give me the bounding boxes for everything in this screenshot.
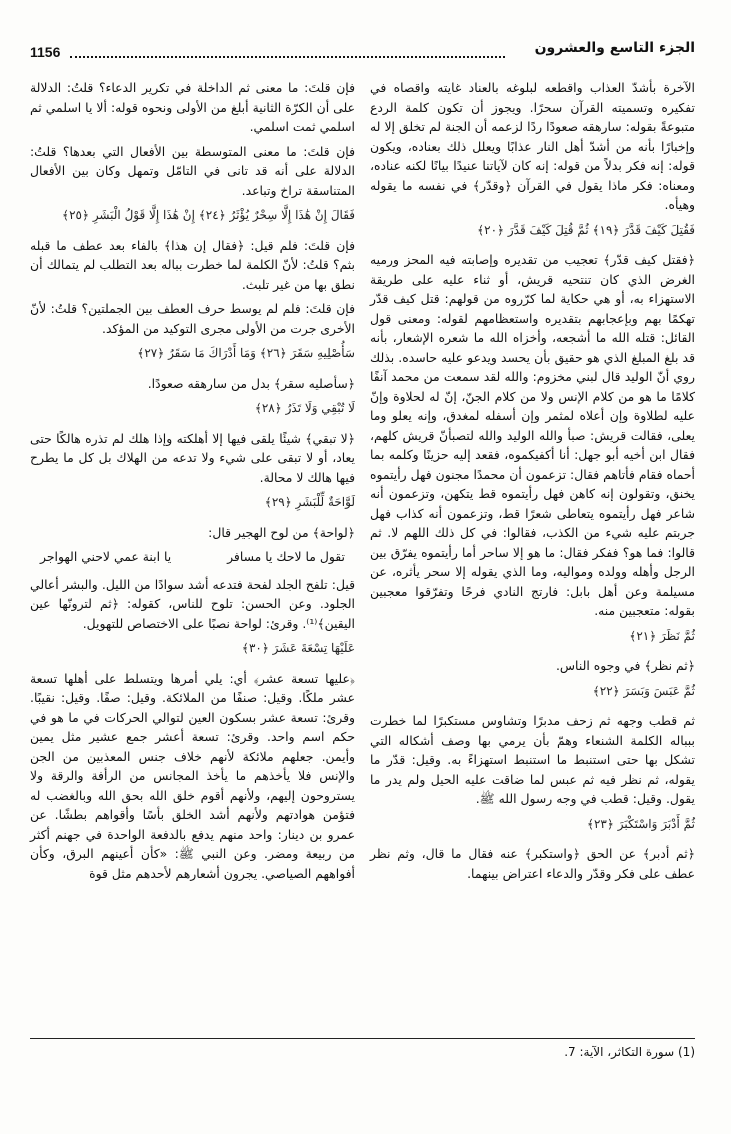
paragraph: الآخرة بأشدّ العذاب واقطعه لبلوغه بالعناد غايته واقصاه في تفكيره وتسميته القرآن سحرًا. ويجوز أن تكون كلمة الردع متبوعةً بقوله: سارهقه صعودًا ردًا لزعمه أن الجنة لم تخلق إلا له وإخبارًا بأنه من أشدّ أهل النار عذابًا ويعلل ذلك بعناده، ويكون قوله: إنه فكر بدلاً من قوله: إنه كان لآياتنا عنيدًا بيانًا لكنه عناده، ومعناه: فكر ماذا يقول في القرآن ﴿وقدّر﴾ في نفسه ما يقوله وهيأه. xyxy=(370,80,695,212)
quran-verse: سَأُصْلِيهِ سَقَرَ ﴿٢٦﴾ وَمَا أَدْرَاكَ مَا سَقَرُ ﴿٢٧﴾ xyxy=(137,346,355,360)
running-head: الجزء التاسع والعشرون xyxy=(534,40,695,56)
quran-verse: فَقَالَ إِنْ هَٰذَا إِلَّا سِحْرٌ يُؤْثَرُ ﴿٢٤﴾ إِنْ هَٰذَا إِلَّا قَوْلُ الْبَشَرِ ﴿٢٥﴾ xyxy=(62,208,355,222)
paragraph: ﴿ثم أدبر﴾ عن الحق ﴿واستكبر﴾ عنه فقال ما قال، وثم نظر عطف على فكر وقدّر والدعاء اعتراض بينهما. xyxy=(370,846,695,881)
poem-hemistich: يا ابنة عمي لاحني الهواجر xyxy=(40,549,172,564)
page-header xyxy=(30,40,695,66)
paragraph: فإن قلتَ: فلم قيل: ﴿فقال إن هذا﴾ بالفاء بعد عطف ما قبله بثم؟ قلتُ: لأنّ الكلمة لما خطرت بباله بعد التطلب لم يتمالك أن نطق بها من غير تلبث. xyxy=(30,237,355,292)
poem-hemistich: تقول ما لاحك يا مسافر xyxy=(227,549,345,564)
footnote: (1) سورة التكاثر، الآية: 7. xyxy=(564,1045,695,1059)
quran-verse: ثُمَّ عَبَسَ وَبَسَرَ ﴿٢٢﴾ xyxy=(592,683,695,698)
quran-verse: فَقُتِلَ كَيْفَ قَدَّرَ ﴿١٩﴾ ثُمَّ قُتِلَ كَيْفَ قَدَّرَ ﴿٢٠﴾ xyxy=(477,222,695,237)
paragraph: فإن قلتَ: ما معنى ثم الداخلة في تكرير الدعاء؟ قلتُ: الدلالة على أن الكرّة الثانية أبلغ من الأولى ونحوه قوله: ألا يا اسلمي ثم اسلمي ثمت اسلمي. xyxy=(30,80,355,134)
paragraph: ثم قطب وجهه ثم زحف مدبرًا وتشاوس مستكبرًا لما خطرت ببباله الكلمة الشنعاء وهمّ بأن يرمي بها وصف أشكاله التي تشكل بها حتى استنبط ما استنبط استهزاءً به. وقيل: قدّر ما يقوله، ثم نظر فيه ثم عبس لما ضاقت عليه الحيل ولم يدر ما يقول. وقيل: قطب في وجه رسول الله ﷺ. xyxy=(370,713,695,806)
page-number: 1156 xyxy=(30,44,61,60)
poem-line xyxy=(40,547,345,567)
paragraph: ﴿سأصليه سقر﴾ بدل من سارهقه صعودًا. xyxy=(147,375,355,391)
paragraph: فإن قلتَ: ما معنى المتوسطة بين الأفعال التي بعدها؟ قلتُ: الدلالة على أنه قد تانى في التامّل وتمهل وكان بين الأفعال المتناسقة تراخ وتباعد. xyxy=(30,143,355,198)
paragraph: فإن قلتَ: فلم لم يوسط حرف العطف بين الجملتين؟ قلتُ: لأنّ الأخرى جرت من الأولى مجرى التوكيد من المؤكد. xyxy=(30,301,355,336)
quran-verse: ثُمَّ أَدْبَرَ وَاسْتَكْبَرَ ﴿٢٣﴾ xyxy=(586,816,695,831)
paragraph: ﴿ثم نظر﴾ في وجوه الناس. xyxy=(555,658,695,673)
paragraph: قيل: تلفح الجلد لفحة فتدعه أشد سوادًا من الليل. والبشر أعالي الجلود. وعن الحسن: تلوح للناس، كقوله: ﴿ثم لترونّها عين اليقين﴾⁽¹⁾. وقرئ: لواحة نصبًا على الاختصاص للتهويل. xyxy=(30,576,355,631)
paragraph: ﴿لا تبقي﴾ شيئًا يلقى فيها إلا أهلكته وإذا هلك لم تذره هالكًا حتى يعاد، أو لا تبقى على شيء ولا تدعه من الهلاك بل كل ما يطرح فيها هالك لا محالة. xyxy=(30,430,355,485)
left-column xyxy=(30,78,355,888)
quran-verse: عَلَيْهَا تِسْعَةَ عَشَرَ ﴿٣٠﴾ xyxy=(241,641,355,655)
paragraph: ﴿فقتل كيف قدّر﴾ تعجيب من تقديره وإصابته فيه المحز ورميه الغرض الذي كان تنتحيه قريش، أو ثناء عليه على طريقة الاستهزاء به، أو هي حكاية لما كرّروه من قولهم: قتل كيف قدّر تهكمًا بهم وبإعجابهم بتقديره واستعظامهم لقوله: ومعنى قول القائل: قتله الله ما أشجعه، وأخزاه الله ما شعره الإشعار، بأنه قد بلغ المبلغ الذي هو حقيق بأن يحسد ويدعو عليه حاسده. بذلك روي أنّ الوليد قال لبني مخزوم: والله لقد سمعت من محمد آنفًا كلامًا ما هو من كلام الإنس ولا من كلام الجنّ، إنّ له لحلاوة وإنّ عليه لطلاوة وإن أعلاه لمثمر وإن أسفله لمغدق، وإنه يعلو وما يعلى، فقالت قريش: صبأ والله الوليد والله لتصبأنّ قريش كلهم، فقال ابن أخيه أبو جهل: أنا أكفيكموه، فقعد إليه حزينًا وكلمه بما أحماه فقام فأتاهم فقال: تزعمون أن محمدًا مجنون فهل رأيتموه يخنق، وتقولون إنه كاهن فهل رأيتموه قط يتكهن، وتزعمون أنه شاعر فهل رأيتموه يتعاطى شعرًا قط، وتزعمون أنه كذاب فهل جربتم عليه شيء من الكذب، فقالوا: في كل ذلك اللهم لا. ثم قالوا: فما هو؟ ففكر فقال: ما هو إلا ساحر أما رأيتموه يفرّق بين الرجل وأهله وولده ومواليه، وما الذي يقوله إلا سحر يأثره، عن مسيلمة وعن أهل بابل: فارتج النادي فرحًا وتفرّقوا معجبين بقوله: متعجبين منه. xyxy=(370,252,695,618)
header-rule xyxy=(70,56,505,58)
quran-verse: لَا تُبْقِي وَلَا تَذَرُ ﴿٢٨﴾ xyxy=(254,401,355,415)
quran-verse: ثُمَّ نَظَرَ ﴿٢١﴾ xyxy=(629,628,695,643)
paragraph: ﴿عليها تسعة عشر﴾ أي: يلي أمرها ويتسلط على أهلها تسعة عشر ملكًا. وقيل: صنفًا من الملائكة. وقيل: صفًا. وقيل: نقيبًا. وقرئ: تسعة عشر بسكون العين لتوالي الحركات في ما هو في حكم اسم واحد. وقرئ: تسعة أعشر جمع عشير مثل يمين وأيمن. جعلهم ملائكة لأنهم خلاف جنس المعذبين من الجن والإنس فلا يأخذهم ما يأخذ المجانس من الرأفة والرقة ولا يستروحون إليهم، ولأنهم أقوم خلق الله بحق الله وبالغضب له فتؤمن هوادتهم ولأنهم أشد الخلق بأسًا وأقواهم بطشًا. عن عمرو بن دينار: واحد منهم يدفع بالدفعة الواحدة في جهنم أكثر من ربيعة ومضر. وعن النبي ﷺ: «كأن أعينهم البرق، وكأن أفواههم الصياصي. يجرون أشعارهم لأحدهم مثل قوة xyxy=(30,670,355,881)
footnote-rule xyxy=(30,1038,695,1039)
paragraph: ﴿لواحة﴾ من لوح الهجير قال: xyxy=(208,524,355,540)
right-column xyxy=(370,78,695,888)
quran-verse: لَوَّاحَةٌ لِّلْبَشَرِ ﴿٢٩﴾ xyxy=(264,495,355,509)
